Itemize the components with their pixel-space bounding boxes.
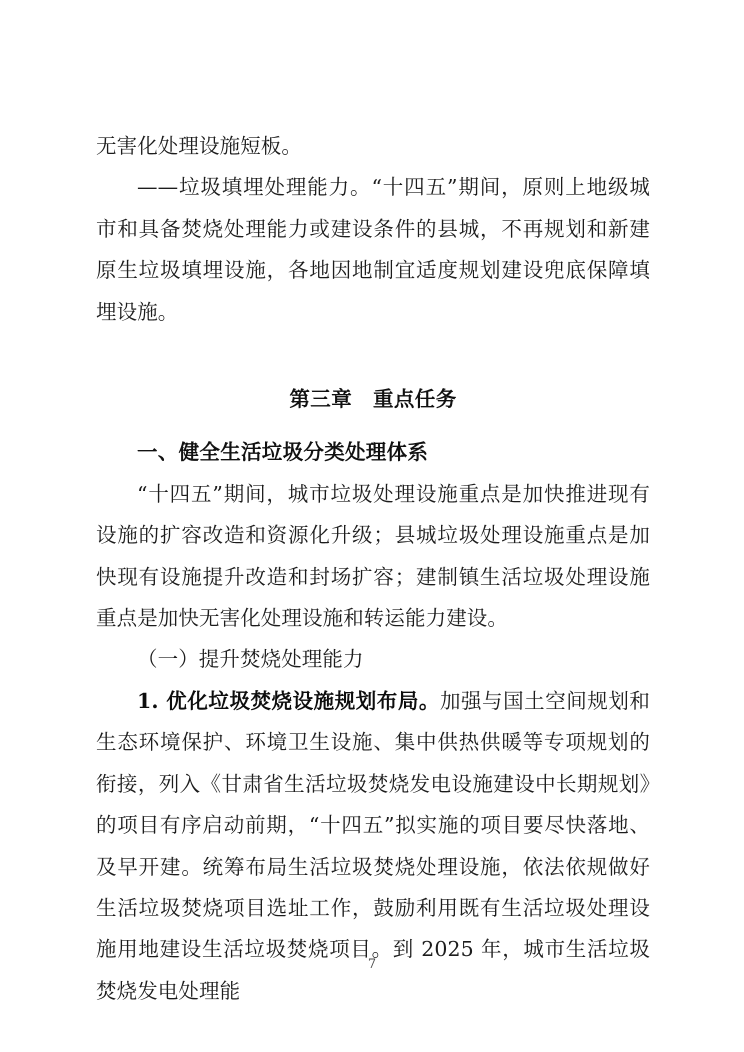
spacer-before-chapter: [96, 333, 650, 379]
section-heading-one: 一、健全生活垃圾分类处理体系: [137, 440, 429, 465]
item-body-text: 加强与国土空间规划和生态环境保护、环境卫生设施、集中供热供暖等专项规划的衔接，列入《甘肃省生活垃圾焚烧发电设施建设中长期规划》的项目有序启动前期，“十四五”拟实施的项目要尽快落地、及早开建。统筹布局生活垃圾焚烧处理设施，依法依规做好生活垃圾焚烧项目选址工作，鼓励利用既有生活垃圾处理设施用地建设生活垃圾焚烧项目。到 2025 年，城市生活垃圾焚烧发电处理能: [96, 688, 651, 1003]
page-content-column: [96, 126, 650, 1012]
paragraph-continued-top: 无害化处理设施短板。: [96, 134, 302, 158]
paragraph-treatment-system: “十四五”期间，城市垃圾处理设施重点是加快推进现有设施的扩容改造和资源化升级；县城垃圾处理设施重点是加快现有设施提升改造和封场扩容；建制镇生活垃圾处理设施重点是加快无害化处理设施和转运能力建设。: [96, 481, 650, 631]
chapter-heading: 第三章 重点任务: [289, 387, 457, 412]
paragraph-landfill-capacity: ——垃圾填埋处理能力。“十四五”期间，原则上地级城市和具备焚烧处理能力或建设条件的县城，不再规划和新建原生垃圾填埋设施，各地因地制宜适度规划建设兜底保障填埋设施。: [96, 175, 650, 324]
item-lead-bold-label: 1. 优化垃圾焚烧设施规划布局。: [137, 688, 440, 713]
spacer-after-chapter: [96, 420, 650, 432]
subsection-heading-one: （一）提升焚烧处理能力: [137, 647, 364, 672]
page-number-footer: 7: [367, 957, 377, 972]
